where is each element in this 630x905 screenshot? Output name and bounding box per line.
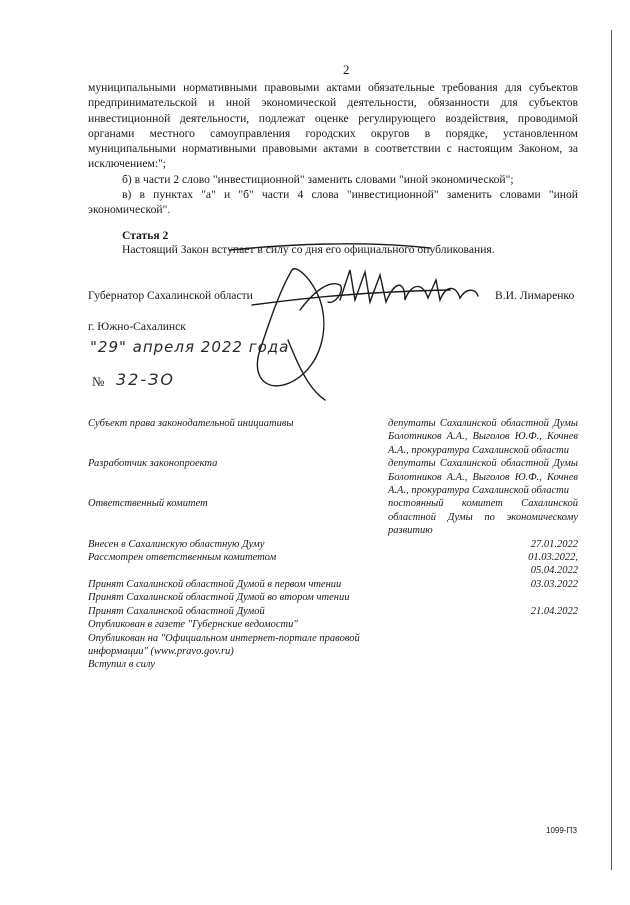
initiative-label: Субъект права законодательной инициативы xyxy=(88,418,294,429)
paragraph: муниципальными нормативными правовыми актами обязательные требования для субъектов предпринимательской и иной экономической деятельности, обязанности для субъектов инвестиционной деятельности, подлежат оценке регулирующего воздействия, проводимой органами местного самоуправления городских округов в порядке, установленном муниципальными нормативными правовыми актами в соответствии с настоящим Законом, за исключением:"; xyxy=(88,81,578,171)
history-value xyxy=(388,591,578,604)
history-label: Вступил в силу xyxy=(88,659,155,671)
history-row xyxy=(88,591,578,604)
history-row xyxy=(88,658,578,671)
history-row xyxy=(88,578,578,591)
developer-label: Разработчик законопроекта xyxy=(88,458,218,470)
history-label: Опубликован на "Официальном интернет-портале правовой информации" (www.pravo.gov.ru) xyxy=(88,632,360,657)
history-label: Внесен в Сахалинскую областную Думу xyxy=(88,538,265,550)
article-text: Настоящий Закон вступает в силу со дня его официального опубликования. xyxy=(122,243,495,256)
law-metadata xyxy=(88,417,578,672)
history-label: Принят Сахалинской областной Думой xyxy=(88,605,265,617)
paragraph: в) в пунктах "а" и "б" части 4 слова "инвестиционной" заменить словами "иной экономической". xyxy=(88,188,578,217)
meta-row xyxy=(88,457,578,497)
history-label: Принят Сахалинской областной Думой во втором чтении xyxy=(88,592,350,604)
history-value: 21.04.2022 xyxy=(530,605,578,617)
developer-value: депутаты Сахалинской областной Думы Болотников А.А., Выголов Ю.Ф., Кочнев А.А., прокуратура Сахалинской области xyxy=(388,458,578,497)
history-row xyxy=(88,618,578,631)
page-edge-line xyxy=(611,30,612,870)
history-row xyxy=(88,538,578,551)
history-row xyxy=(88,551,578,564)
history-label xyxy=(88,564,388,577)
history-value xyxy=(388,618,578,631)
governor-name: В.И. Лимаренко xyxy=(495,289,575,302)
history-value xyxy=(388,632,578,659)
paragraph: б) в части 2 слово "инвестиционной" заменить словами "иной экономической"; xyxy=(122,172,514,186)
history-row xyxy=(88,632,578,659)
meta-row xyxy=(88,417,578,457)
history-label: Принят Сахалинской областной Думой в первом чтении xyxy=(88,578,342,590)
document-code: 1099-ПЗ xyxy=(546,826,578,835)
committee-label: Ответственный комитет xyxy=(88,498,208,510)
governor-title: Губернатор Сахалинской области xyxy=(88,289,253,302)
history-label: Рассмотрен ответственным комитетом xyxy=(88,552,277,564)
history-value: 05.04.2022 xyxy=(530,565,578,577)
page-number: 2 xyxy=(343,62,350,77)
article-title: Статья 2 xyxy=(122,229,169,242)
signing-date: "29" апреля 2022 года xyxy=(90,338,290,356)
law-body-text xyxy=(88,80,578,218)
history-value xyxy=(388,658,578,671)
history-value: 03.03.2022 xyxy=(530,578,578,590)
meta-row xyxy=(88,497,578,537)
history-value: 27.01.2022 xyxy=(530,538,578,550)
history-row xyxy=(88,605,578,618)
law-number-label: № xyxy=(92,374,105,389)
history-label: Опубликован в газете "Губернские ведомости" xyxy=(88,619,298,631)
history-value: 01.03.2022, xyxy=(528,552,578,564)
committee-value: постоянный комитет Сахалинской областной Думы по экономическому развитию xyxy=(388,498,578,537)
history-row xyxy=(88,564,578,577)
city: г. Южно-Сахалинск xyxy=(88,320,186,333)
governor-signature xyxy=(200,230,500,410)
law-number: 32-ЗО xyxy=(116,370,175,389)
initiative-value: депутаты Сахалинской областной Думы Болотников А.А., Выголов Ю.Ф., Кочнев А.А., прокуратура Сахалинской области xyxy=(388,418,578,456)
